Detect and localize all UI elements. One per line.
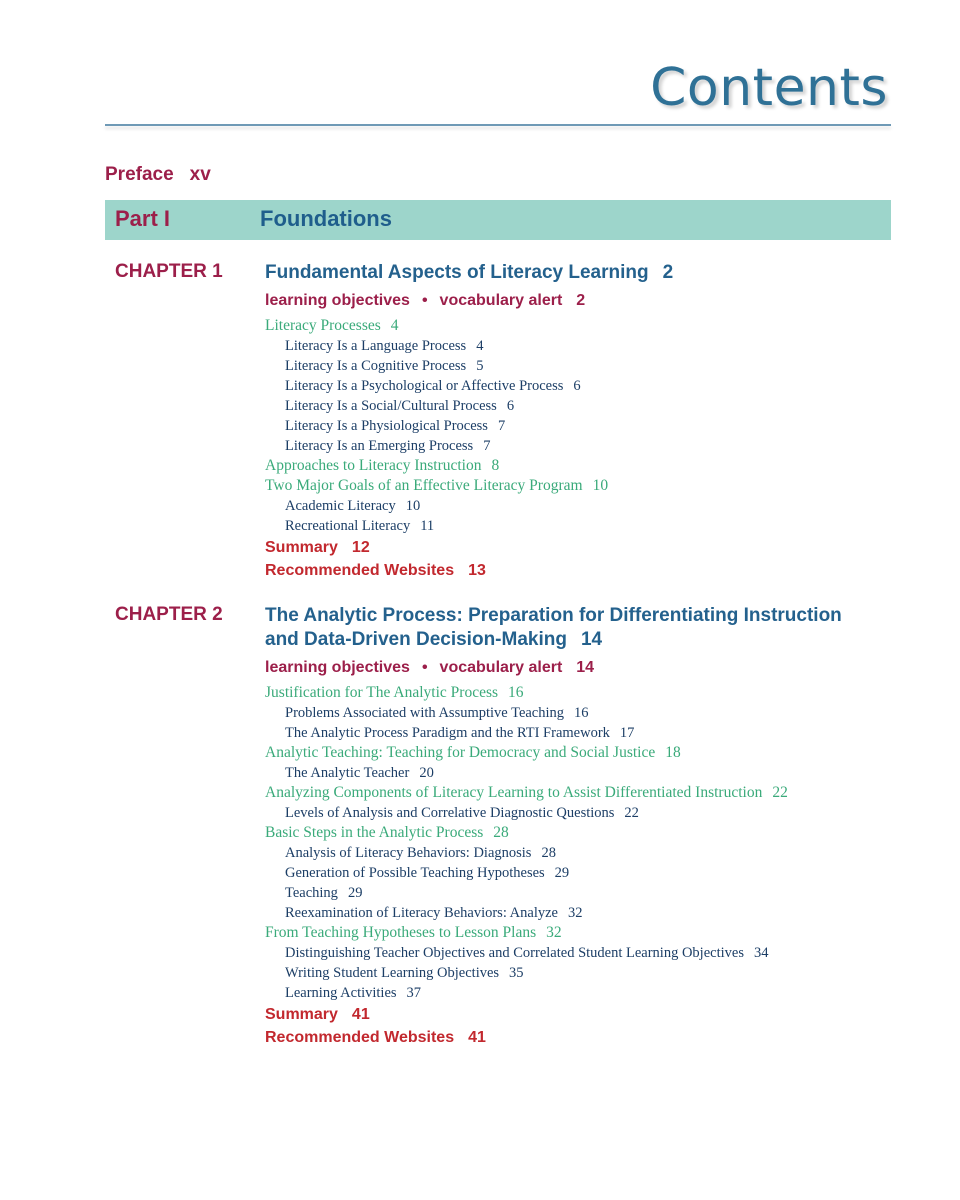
toc-entry-text: Recreational Literacy [285, 518, 411, 534]
chapter-body [265, 604, 895, 1049]
toc-section[interactable] [265, 783, 895, 803]
chapter-title[interactable] [265, 604, 895, 652]
toc-entry-page: 32 [568, 905, 583, 921]
toc-entry-page: 29 [347, 885, 363, 901]
toc-subsection[interactable] [265, 763, 895, 783]
toc-entry-page: 28 [493, 824, 509, 841]
chapter-title-line: Fundamental Aspects of Literacy Learning [265, 262, 649, 283]
toc-entry-text: Teaching [285, 885, 338, 901]
toc-entry-text: Generation of Possible Teaching Hypotheses [285, 865, 545, 881]
toc-subsection[interactable] [265, 943, 895, 963]
preface-page: xv [189, 164, 211, 185]
toc-entries [265, 316, 895, 536]
toc-subsection[interactable] [265, 863, 895, 883]
toc-entry-page: 10 [592, 477, 609, 494]
vocab-label: vocabulary alert [439, 292, 563, 309]
toc-entry-page: 28 [541, 845, 556, 861]
toc-entry-page: 35 [509, 965, 524, 981]
part-title: Foundations [260, 206, 392, 231]
summary-page: 41 [351, 1006, 370, 1023]
chapter-page: 14 [580, 629, 603, 650]
toc-entries [265, 683, 895, 1003]
chapter-title[interactable] [265, 261, 895, 285]
summary-page: 12 [351, 539, 370, 556]
toc-entry-page: 4 [390, 317, 399, 334]
websites-page: 13 [468, 562, 486, 579]
objectives-line [265, 658, 895, 678]
toc-subsection[interactable] [265, 496, 895, 516]
toc-entry-text: Literacy Is a Language Process [285, 338, 467, 354]
toc-entry-text: Literacy Is a Cognitive Process [285, 358, 467, 374]
toc-subsection[interactable] [265, 883, 895, 903]
vocab-page: 2 [576, 292, 586, 309]
toc-entry-text: The Analytic Process Paradigm and the RTI Framework [285, 725, 610, 741]
chapter-body [265, 261, 895, 582]
toc-subsection[interactable] [265, 436, 895, 456]
toc-entry-page: 16 [508, 684, 524, 701]
toc-entry-text: From Teaching Hypotheses to Lesson Plans [265, 924, 537, 941]
toc-entry-text: Two Major Goals of an Effective Literacy Program [265, 477, 583, 494]
toc-subsection[interactable] [265, 723, 895, 743]
toc-subsection[interactable] [265, 843, 895, 863]
toc-section[interactable] [265, 743, 895, 763]
toc-entry-page: 7 [483, 438, 491, 454]
toc-entry-page: 16 [574, 705, 589, 721]
toc-subsection[interactable] [265, 356, 895, 376]
toc-entry-text: Analytic Teaching: Teaching for Democracy and Social Justice [265, 744, 656, 761]
toc-section[interactable] [265, 456, 895, 476]
toc-section[interactable] [265, 476, 895, 496]
toc-entry-page: 10 [405, 498, 421, 514]
chapter-label: CHAPTER 2 [115, 604, 223, 625]
toc-section[interactable] [265, 923, 895, 943]
websites-label: Recommended Websites [265, 1029, 455, 1046]
objectives-line [265, 291, 895, 311]
toc-entry-page: 5 [476, 358, 484, 374]
chapter-title-line: and Data-Driven Decision-Making [265, 629, 567, 650]
toc-entry-page: 18 [665, 744, 681, 761]
toc-entry-text: The Analytic Teacher [285, 765, 410, 781]
preface-entry[interactable] [105, 164, 211, 186]
toc-subsection[interactable] [265, 336, 895, 356]
toc-entry-text: Literacy Processes [265, 317, 381, 334]
toc-entry-page: 7 [497, 418, 506, 434]
toc-entry-text: Distinguishing Teacher Objectives and Correlated Student Learning Objectives [285, 945, 744, 961]
toc-entry-page: 11 [420, 518, 435, 534]
summary-label: Summary [265, 1006, 338, 1023]
toc-entry-text: Analysis of Literacy Behaviors: Diagnosis [285, 845, 532, 861]
toc-entry-page: 6 [573, 378, 581, 394]
toc-subsection[interactable] [265, 516, 895, 536]
summary-entry[interactable] [265, 536, 895, 559]
title-rule [105, 124, 891, 126]
toc-entry-text: Academic Literacy [285, 498, 396, 514]
vocab-label: vocabulary alert [439, 659, 563, 676]
toc-subsection[interactable] [265, 903, 895, 923]
toc-entry-page: 22 [624, 805, 639, 821]
bullet-separator: • [421, 659, 428, 676]
websites-label: Recommended Websites [265, 562, 455, 579]
part-banner [105, 200, 891, 240]
page-title: Contents [650, 58, 888, 118]
websites-entry[interactable] [265, 1026, 895, 1049]
toc-subsection[interactable] [265, 703, 895, 723]
toc-section[interactable] [265, 683, 895, 703]
part-label: Part I [115, 206, 171, 231]
toc-entry-text: Reexamination of Literacy Behaviors: Analyze [285, 905, 558, 921]
toc-subsection[interactable] [265, 963, 895, 983]
toc-subsection[interactable] [265, 396, 895, 416]
toc-entry-page: 6 [506, 398, 515, 414]
toc-entry-page: 22 [772, 784, 788, 801]
toc-entry-page: 37 [406, 985, 422, 1001]
toc-entry-page: 34 [753, 945, 769, 961]
summary-entry[interactable] [265, 1003, 895, 1026]
toc-subsection[interactable] [265, 376, 895, 396]
websites-page: 41 [468, 1029, 486, 1046]
toc-section[interactable] [265, 316, 895, 336]
toc-entry-text: Problems Associated with Assumptive Teaching [285, 705, 565, 721]
toc-entry-page: 17 [619, 725, 635, 741]
toc-subsection[interactable] [265, 983, 895, 1003]
toc-entry-text: Basic Steps in the Analytic Process [265, 824, 484, 841]
toc-entry-text: Literacy Is a Social/Cultural Process [285, 398, 497, 414]
toc-subsection[interactable] [265, 803, 895, 823]
toc-entry-page: 4 [476, 338, 484, 354]
websites-entry[interactable] [265, 559, 895, 582]
chapter-page: 2 [662, 262, 674, 283]
toc-entry-text: Literacy Is a Physiological Process [285, 418, 488, 434]
toc-entry-page: 29 [554, 865, 570, 881]
summary-label: Summary [265, 539, 338, 556]
vocab-page: 14 [576, 659, 595, 676]
toc-section[interactable] [265, 823, 895, 843]
objectives-label: learning objectives [265, 292, 410, 309]
toc-entry-text: Literacy Is an Emerging Process [285, 438, 474, 454]
toc-entry-text: Approaches to Literacy Instruction [265, 457, 482, 474]
objectives-label: learning objectives [265, 659, 410, 676]
bullet-separator: • [421, 292, 428, 309]
toc-entry-text: Analyzing Components of Literacy Learning to Assist Differentiated Instruction [265, 784, 763, 801]
toc-subsection[interactable] [265, 416, 895, 436]
toc-entry-text: Learning Activities [285, 985, 397, 1001]
toc-entry-text: Writing Student Learning Objectives [285, 965, 500, 981]
toc-entry-page: 8 [491, 457, 500, 474]
preface-label: Preface [105, 164, 174, 185]
chapter-title-line: The Analytic Process: Preparation for Differentiating Instruction [265, 605, 842, 626]
chapter-label: CHAPTER 1 [115, 261, 223, 282]
toc-entry-page: 20 [419, 765, 434, 781]
toc-entry-page: 32 [546, 924, 562, 941]
toc-entry-text: Justification for The Analytic Process [265, 684, 499, 701]
toc-entry-text: Literacy Is a Psychological or Affective Process [285, 378, 564, 394]
toc-entry-text: Levels of Analysis and Correlative Diagnostic Questions [285, 805, 615, 821]
